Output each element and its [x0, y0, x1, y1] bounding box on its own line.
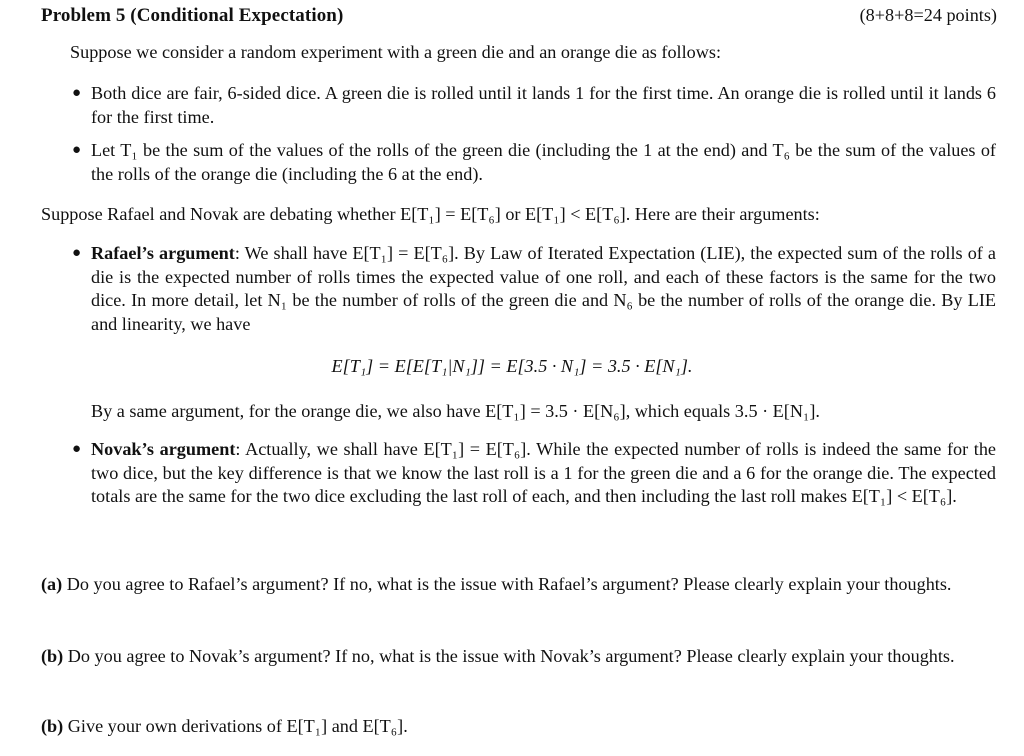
setup-bullet-dice — [72, 82, 996, 129]
question-text: Do you agree to Novak’s argument? If no, what is the issue with Novak’s argument? Please clearly explain your thoughts. — [67, 646, 955, 666]
setup-bullet-sums — [72, 139, 996, 186]
question-text: Give your own derivations of E[T₁] and E[T₆]. — [67, 716, 408, 736]
bullet-dot: ● — [72, 441, 82, 457]
novak-label: Novak’s argument — [91, 439, 236, 459]
setup-bullet-text: Let T₁ be the sum of the values of the rolls of the green die (including the 1 at the end) and T₆ be the sum of the values of the rolls of the orange die (including the 6 at the end). — [91, 140, 996, 184]
intro-paragraph: Suppose we consider a random experiment with a green die and an orange die as follows: — [70, 42, 722, 62]
bullet-dot: ● — [72, 85, 82, 101]
novak-argument — [72, 438, 996, 509]
rafael-text: : We shall have E[T₁] = E[T₆]. By Law of Iterated Expectation (LIE), the expected sum of the rolls of a die is the expected number of rolls times the expected value of one roll, and each of these factors is the same for the two dice. In more detail, let N₁ be the number of rolls of the green die and N₆ be the number of rolls of the orange die. By LIE and linearity, we have — [91, 243, 997, 334]
question-text: Do you agree to Rafael’s argument? If no, what is the issue with Rafael’s argument? Please clearly explain your thoughts. — [66, 574, 952, 594]
novak-text: : Actually, we shall have E[T₁] = E[T₆]. While the expected number of rolls is indeed the same for the two dice, but the key difference is that we know the last roll is a 1 for the green die and a 6 for the orange die. The expected totals are the same for the two dice excluding the last roll of each, and then including the last roll makes E[T₁] < E[T₆]. — [91, 439, 996, 506]
question-label: (b) — [41, 716, 64, 736]
rafael-followup: By a same argument, for the orange die, we also have E[T₁] = 3.5 · E[N₆], which equals 3.5 · E[N₁]. — [91, 401, 820, 421]
problem-header — [41, 4, 997, 28]
bullet-dot: ● — [72, 245, 82, 261]
debate-paragraph: Suppose Rafael and Novak are debating whether E[T₁] = E[T₆] or E[T₁] < E[T₆]. Here are their arguments: — [41, 204, 820, 224]
points-total: (8+8+8=24 points) — [859, 5, 997, 25]
rafael-equation: E[T₁] = E[E[T₁|N₁]] = E[3.5 · N₁] = 3.5 · E[N₁]. — [331, 356, 693, 376]
question-c — [41, 715, 997, 739]
question-label: (a) — [41, 574, 63, 594]
question-label: (b) — [41, 646, 64, 666]
question-b — [41, 645, 997, 669]
question-a — [41, 573, 997, 597]
bullet-dot: ● — [72, 142, 82, 158]
problem-title: Problem 5 (Conditional Expectation) — [41, 5, 344, 26]
rafael-label: Rafael’s argument — [91, 243, 235, 263]
rafael-argument — [72, 242, 997, 336]
setup-bullet-text: Both dice are fair, 6-sided dice. A green die is rolled until it lands 1 for the first time. An orange die is rolled until it lands 6 for the first time. — [91, 83, 996, 127]
